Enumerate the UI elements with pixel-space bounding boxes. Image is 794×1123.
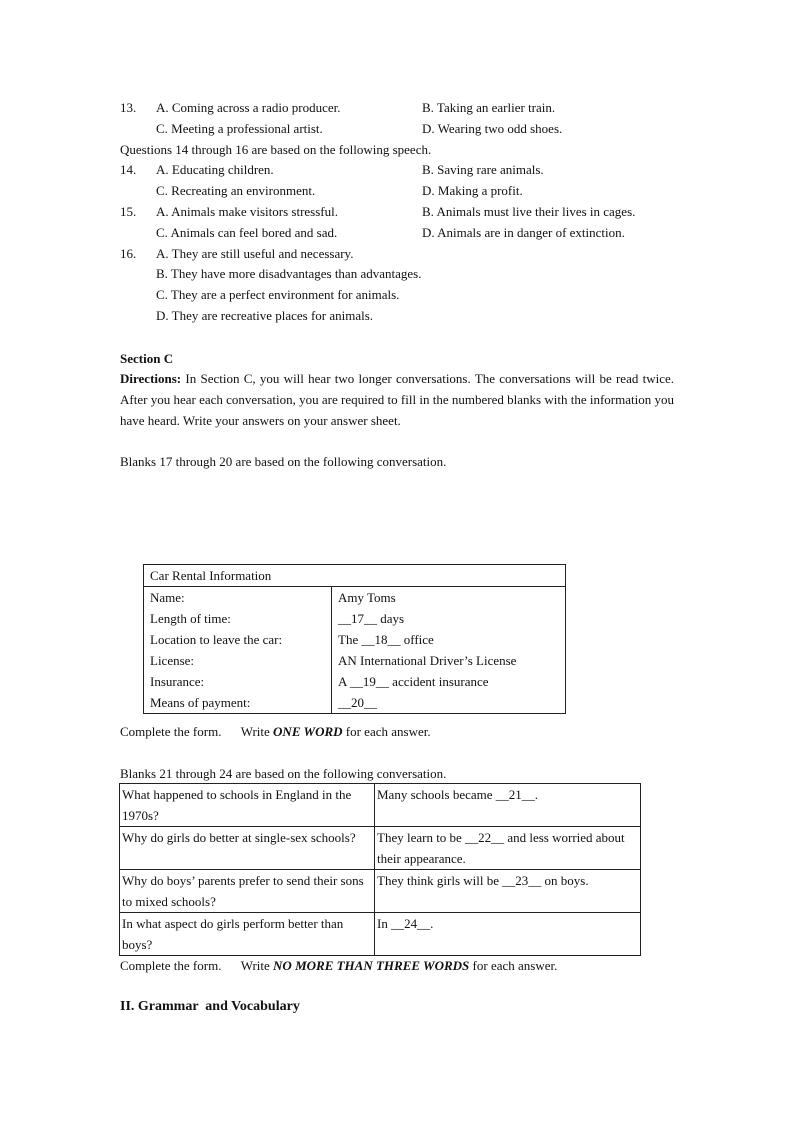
form-value: A __19__ accident insurance xyxy=(338,674,489,689)
question-cell: In what aspect do girls perform better than boys? xyxy=(120,913,375,956)
form-value: The __18__ office xyxy=(338,632,434,647)
question-number: 14. xyxy=(120,162,137,177)
form-label: Location to leave the car: xyxy=(144,629,332,650)
form-row xyxy=(144,671,566,692)
section-c-title: Section C xyxy=(120,351,174,366)
option-b: B. Animals must live their lives in cages. xyxy=(422,204,636,219)
option-a: A. They are still useful and necessary. xyxy=(156,246,354,261)
answer-blank-22: __22__ xyxy=(465,830,505,845)
form-label: Length of time: xyxy=(144,608,332,629)
answer-cell: Many schools became __21__. xyxy=(375,784,641,827)
form-value: Amy Toms xyxy=(338,590,396,605)
answer-cell: In __24__. xyxy=(375,913,641,956)
car-rental-form xyxy=(143,564,566,714)
instruction-emphasis: ONE WORD xyxy=(273,724,343,739)
question-number: 13. xyxy=(120,100,137,115)
questions-table xyxy=(119,783,641,956)
option-a: A. Animals make visitors stressful. xyxy=(156,204,338,219)
option-d: D. They are recreative places for animals. xyxy=(156,308,374,323)
option-a: A. Coming across a radio producer. xyxy=(156,100,341,115)
directions-text: In Section C, you will hear two longer conversations. The conversations will be read twice. After you hear each conversation, you are required to fill in the numbered blanks with the information you have heard. Write your answers on your answer sheet. xyxy=(120,371,675,428)
section-ii-title: II. Grammar and Vocabulary xyxy=(120,999,300,1014)
blanks-21-24-intro: Blanks 21 through 24 are based on the following conversation. xyxy=(120,766,447,781)
answer-blank-17: __17__ xyxy=(338,611,377,626)
option-d: D. Making a profit. xyxy=(422,183,523,198)
instruction-three-words: Complete the form. Write NO MORE THAN THREE WORDS for each answer. xyxy=(120,958,558,973)
question-number: 16. xyxy=(120,246,137,261)
form-value xyxy=(332,692,566,714)
answer-cell: They think girls will be __23__ on boys. xyxy=(375,870,641,913)
table-row xyxy=(120,827,641,870)
question-number: 15. xyxy=(120,204,137,219)
form-row xyxy=(144,587,566,609)
section-c-directions xyxy=(120,368,674,431)
form-row xyxy=(144,608,566,629)
option-c: C. They are a perfect environment for animals. xyxy=(156,287,400,302)
form-label: Name: xyxy=(144,587,332,609)
option-c: C. Meeting a professional artist. xyxy=(156,121,323,136)
answer-cell: They learn to be __22__ and less worried about their appearance. xyxy=(375,827,641,870)
form-label: Insurance: xyxy=(144,671,332,692)
table-row xyxy=(120,913,641,956)
option-c: C. Recreating an environment. xyxy=(156,183,316,198)
form-row xyxy=(144,650,566,671)
option-d: D. Wearing two odd shoes. xyxy=(422,121,563,136)
option-d: D. Animals are in danger of extinction. xyxy=(422,225,625,240)
answer-blank-20: __20__ xyxy=(338,695,377,710)
answer-blank-18: __18__ xyxy=(361,632,401,647)
question-cell: What happened to schools in England in the 1970s? xyxy=(120,784,375,827)
instruction-one-word: Complete the form. Write ONE WORD for each answer. xyxy=(120,724,431,739)
option-c: C. Animals can feel bored and sad. xyxy=(156,225,338,240)
form-row xyxy=(144,692,566,714)
option-a: A. Educating children. xyxy=(156,162,274,177)
form-value: AN International Driver’s License xyxy=(338,653,517,668)
option-b: B. They have more disadvantages than advantages. xyxy=(156,266,422,281)
blanks-17-20-intro: Blanks 17 through 20 are based on the following conversation. xyxy=(120,454,447,469)
question-cell: Why do girls do better at single-sex schools? xyxy=(120,827,375,870)
table-row xyxy=(120,784,641,827)
directions-label: Directions: xyxy=(120,371,182,386)
q14-16-intro: Questions 14 through 16 are based on the following speech. xyxy=(120,142,432,157)
answer-blank-19: __19__ xyxy=(349,674,389,689)
answer-blank-24: __24__ xyxy=(391,916,431,931)
answer-blank-21: __21__ xyxy=(495,787,535,802)
car-form-title: Car Rental Information xyxy=(144,565,566,587)
question-cell: Why do boys’ parents prefer to send their sons to mixed schools? xyxy=(120,870,375,913)
instruction-emphasis: NO MORE THAN THREE WORDS xyxy=(273,958,470,973)
option-b: B. Saving rare animals. xyxy=(422,162,544,177)
option-b: B. Taking an earlier train. xyxy=(422,100,556,115)
table-row xyxy=(120,870,641,913)
form-value: __17__ days xyxy=(338,611,405,626)
form-label: Means of payment: xyxy=(144,692,332,714)
form-label: License: xyxy=(144,650,332,671)
form-row xyxy=(144,629,566,650)
answer-blank-23: __23__ xyxy=(502,873,542,888)
